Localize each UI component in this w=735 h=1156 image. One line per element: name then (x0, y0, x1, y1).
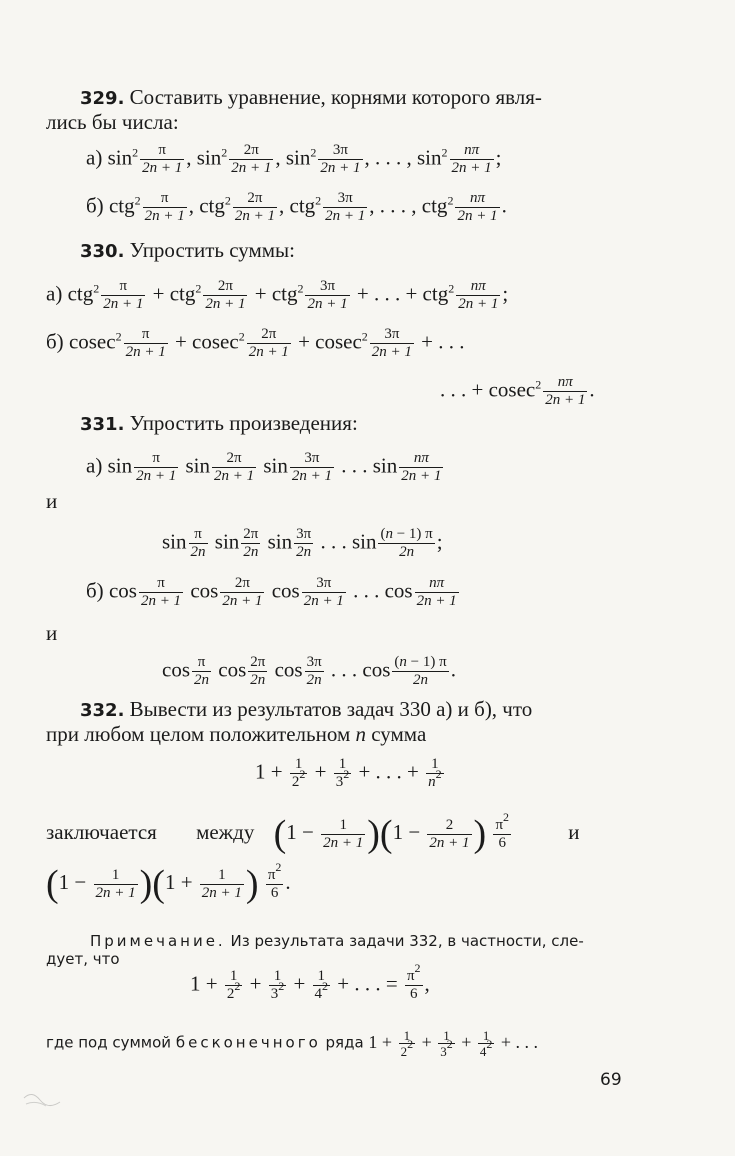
problem-331-b2: cos $\frac{\pi}{2n}$ cos $\frac{2\pi}{2n}$ cos $\frac{3\pi}{2n}$ . . . cos $\frac{(n - 1) \pi}{2n}$ . (162, 654, 456, 688)
problem-332-bound2: (1 − $\frac{1}{2n + 1}$ )(1 + $\frac{1}{2n + 1}$ ) $\frac{\pi^2}{6}$ . (46, 859, 291, 905)
item-label: б) (86, 578, 104, 603)
problem-text: Упростить произведения: (129, 411, 358, 435)
problem-330-line1 (80, 237, 295, 265)
note-text: Из результата задачи 332, в частности, сле- (230, 932, 584, 950)
item-label: а) (86, 453, 103, 478)
problem-332-line1 (80, 696, 532, 724)
item-label: б) (86, 193, 104, 218)
problem-329-line2: лись бы числа: (46, 110, 179, 134)
problem-331-line1 (80, 410, 358, 438)
note-text: где под суммой (46, 1033, 172, 1052)
problem-330-a: а) ctg$^2$ $\frac{\pi}{2n + 1}$ + ctg$^2$ $\frac{2\pi}{2n + 1}$ + ctg$^2$ $\frac{3\pi}{2n + 1}$ + . . . + ctg$^2$ $\frac{n\pi}{2n + 1}$ ; (46, 278, 509, 312)
problem-330-b: б) cosec$^2$ $\frac{\pi}{2n + 1}$ + cosec$^2$ $\frac{2\pi}{2n + 1}$ + cosec$^2$ $\frac{3\pi}{2n + 1}$ + . . . (46, 326, 465, 360)
note-series: 1 + $\frac{1}{2^2}$ + $\frac{1}{3^2}$ + $\frac{1}{4^2}$ + . . . = $\frac{\pi^2}{6}$ , (190, 961, 430, 1002)
item-label: а) (46, 281, 63, 306)
problem-331-and1: и (46, 489, 58, 513)
note-spaced-text: бесконечного (175, 1033, 321, 1052)
problem-332-between: заключается между (1 − $\frac{1}{2n + 1}$ )(1 − $\frac{2}{2n + 1}$ ) $\frac{\pi^2}{6}$ и (46, 809, 580, 855)
item-label: а) (86, 145, 103, 170)
note-line1 (90, 932, 584, 950)
variable-n: n (355, 722, 366, 746)
problem-330-b-cont: . . . + cosec$^2$ $\frac{n\pi}{2n + 1}$ . (440, 374, 595, 408)
problem-332-line2 (46, 721, 426, 747)
note-text: ряда (325, 1033, 364, 1052)
problem-329-b: б) ctg$^2$ $\frac{\pi}{2n + 1}$ , ctg$^2$ $\frac{2\pi}{2n + 1}$ , ctg$^2$ $\frac{3\pi}{2n + 1}$ , . . . , ctg$^2$ $\frac{n\pi}{2n + 1}$ . (86, 190, 507, 224)
text-part: сумма (371, 722, 427, 746)
item-label: б) (46, 329, 64, 354)
problem-332-sum: 1 + $\frac{1}{2^2}$ + $\frac{1}{3^2}$ + . . . + $\frac{1}{n^2}$ (255, 756, 442, 790)
problem-number: 329. (80, 88, 125, 109)
problem-text: Упростить суммы: (129, 238, 295, 262)
text-part: заключается (46, 819, 157, 844)
problem-331-a: а) sin $\frac{\pi}{2n + 1}$ sin $\frac{2\pi}{2n + 1}$ sin $\frac{3\pi}{2n + 1}$ . . . sin $\frac{n\pi}{2n + 1}$ (86, 450, 442, 484)
problem-text: Вывести из результатов задач 330 а) и б), что (129, 697, 533, 721)
note-line3: где под суммой бесконечного ряда 1 + $\frac{1}{2^2}$ + $\frac{1}{3^2}$ + $\frac{1}{4^2}$ + . . . (46, 1028, 539, 1059)
problem-text: Составить уравнение, корнями которого явля- (129, 85, 542, 109)
problem-number: 330. (80, 241, 125, 262)
problem-331-and2: и (46, 621, 58, 645)
text-part: между (196, 819, 255, 844)
problem-331-a2: sin $\frac{\pi}{2n}$ sin $\frac{2\pi}{2n}$ sin $\frac{3\pi}{2n}$ . . . sin $\frac{(n - 1) \pi}{2n}$ ; (162, 526, 443, 560)
problem-number: 332. (80, 700, 125, 721)
smudge-mark (22, 1078, 62, 1108)
problem-331-b: б) cos $\frac{\pi}{2n + 1}$ cos $\frac{2\pi}{2n + 1}$ cos $\frac{3\pi}{2n + 1}$ . . . cos $\frac{n\pi}{2n + 1}$ (86, 575, 457, 609)
problem-number: 331. (80, 414, 125, 435)
text-part: при любом целом положительном (46, 722, 351, 746)
note-label: Примечание. (90, 932, 226, 950)
text-part: и (568, 819, 580, 844)
note-line2: дует, что (46, 950, 120, 968)
problem-329-a: а) $\sin^2$ $\frac{\pi}{2n + 1}$ , $\sin^2$ $\frac{2\pi}{2n + 1}$ , $\sin^2$ $\frac{3\pi}{2n + 1}$ , . . . , $\sin^2$ $\frac{n\pi}{2n + 1}$ ; (86, 142, 502, 176)
problem-329-line1 (80, 84, 542, 112)
page-number: 69 (600, 1070, 622, 1090)
